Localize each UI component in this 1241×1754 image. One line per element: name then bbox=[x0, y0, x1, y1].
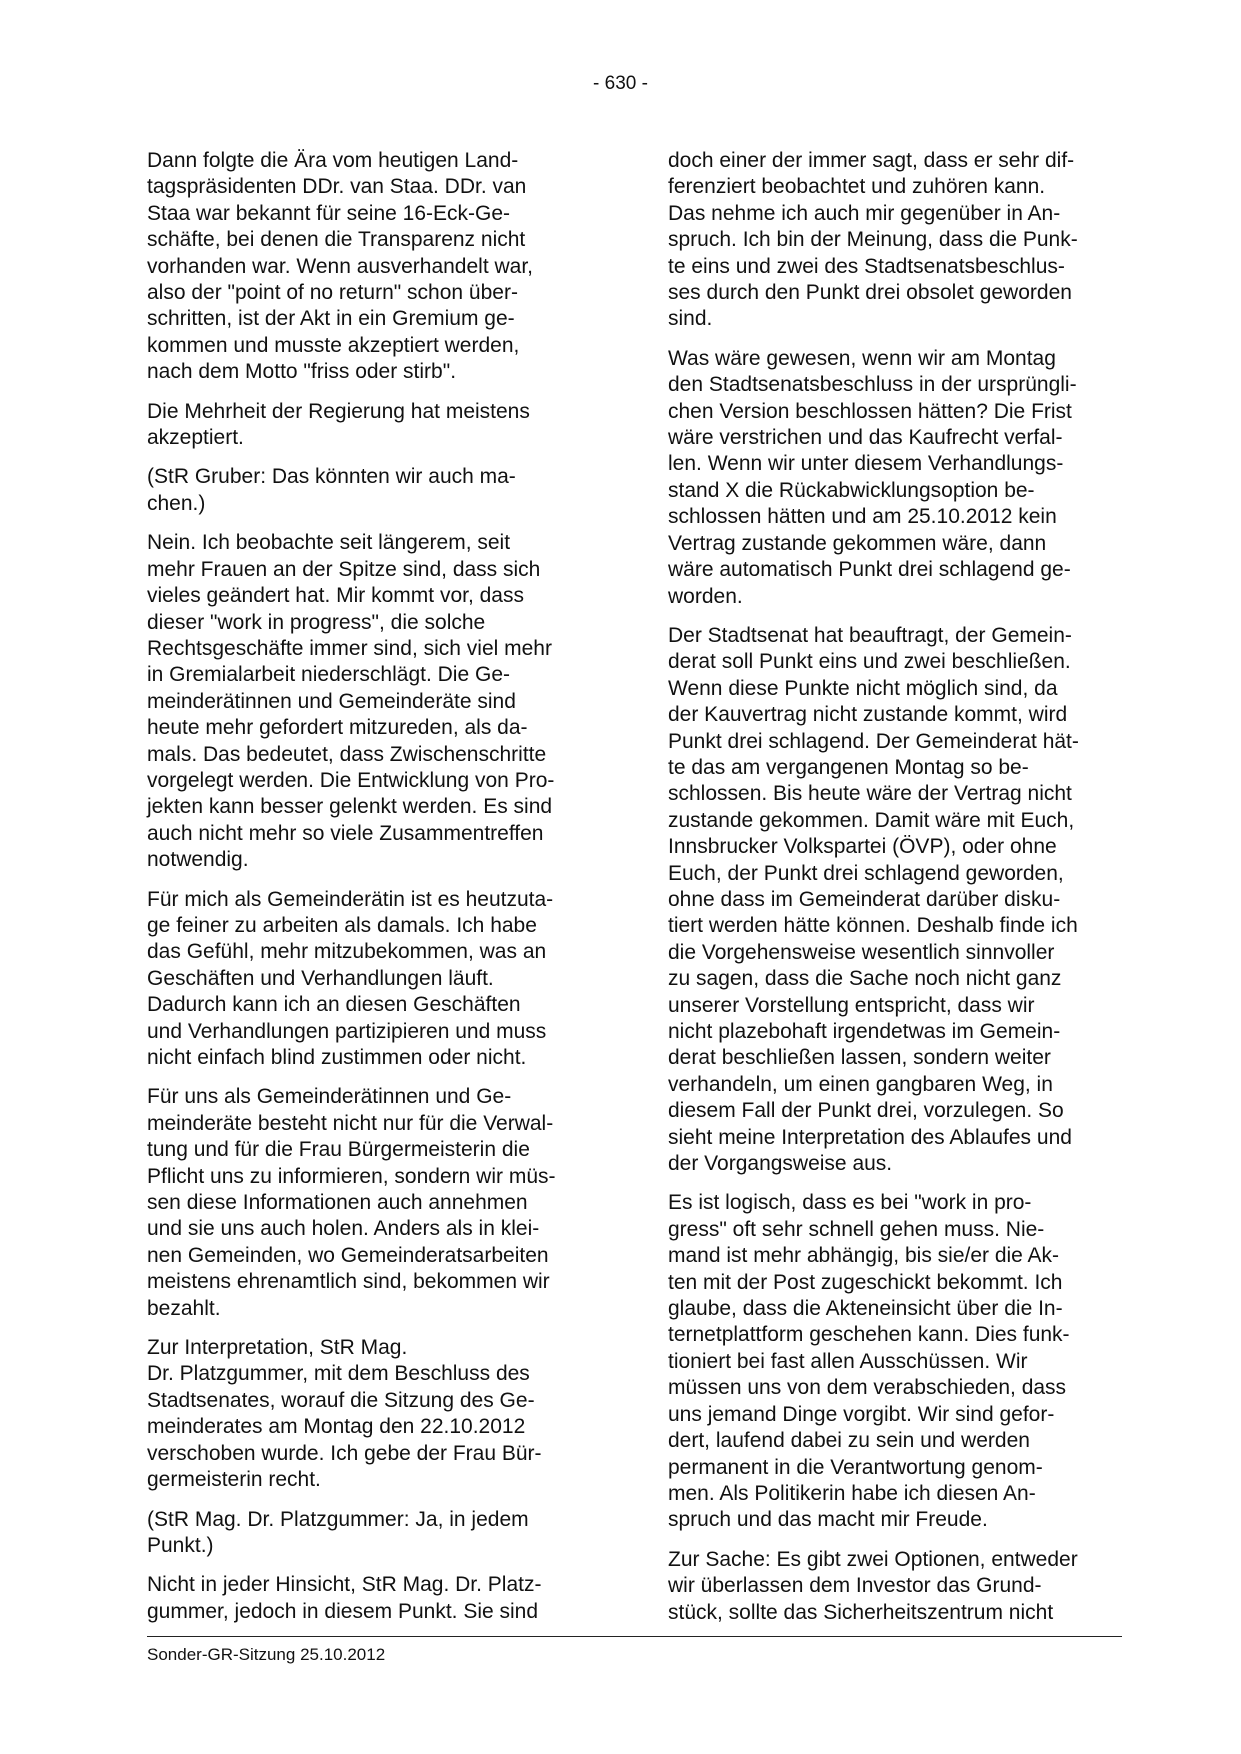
left-column bbox=[147, 148, 592, 1638]
paragraph: (StR Mag. Dr. Platzgummer: Ja, in jedem Punkt.) bbox=[147, 1507, 529, 1557]
paragraph: Nein. Ich beobachte seit längerem, seit mehr Frauen an der Spitze sind, dass sich vieles geändert hat. Mir kommt vor, dass dieser "work in progress", die solche Rechtsgeschäfte immer sind, sich viel mehr in Gremialarbeit niederschlägt. Die Ge- meinderätinnen und Gemeinderäte sind heute mehr gefordert mitzureden, als da- mals. Das bedeutet, dass Zwischenschritte vorgelegt werden. Die Entwicklung von Pro- jekten kann besser gelenkt werden. Es sind auch nicht mehr so viele Zusammentreffen notwendig. bbox=[147, 531, 555, 872]
paragraph: doch einer der immer sagt, dass er sehr dif- ferenziert beobachtet und zuhören kann. Das nehme ich auch mir gegenüber in An- spruch. Ich bin der Meinung, dass die Punk- te eins und zwei des Stadtsenatsbeschlus- ses durch den Punkt drei obsolet geworden sind. bbox=[668, 149, 1078, 331]
paragraph: Für mich als Gemeinderätin ist es heutzuta- ge feiner zu arbeiten als damals. Ich habe das Gefühl, mehr mitzubekommen, was an Geschäften und Verhandlungen läuft. Dadurch kann ich an diesen Geschäften und Verhandlungen partizipieren und muss nicht einfach blind zustimmen oder nicht. bbox=[147, 887, 554, 1069]
right-column bbox=[668, 148, 1113, 1639]
paragraph: Zur Interpretation, StR Mag. Dr. Platzgummer, mit dem Beschluss des Stadtsenates, worauf die Sitzung des Ge- meinderates am Montag den 22.10.2012 verschoben wurde. Ich gebe der Frau Bür- germeisterin recht. bbox=[147, 1336, 542, 1492]
paragraph: Die Mehrheit der Regierung hat meistens akzeptiert. bbox=[147, 399, 530, 450]
paragraph: Für uns als Gemeinderätinnen und Ge- meinderäte besteht nicht nur für die Verwal- tung und für die Frau Bürgermeisterin die Pflicht uns zu informieren, sondern wir müs- sen diese Informationen auch annehmen und sie uns auch holen. Anders als in klei- nen Gemeinden, wo Gemeinderatsarbeiten meistens ehrenamtlich sind, bekommen wir bezahlt. bbox=[147, 1085, 556, 1320]
paragraph: Es ist logisch, dass es bei "work in pro- gress" oft sehr schnell gehen muss. Nie- mand ist mehr abhängig, bis sie/er die Ak- ten mit der Post zugeschickt bekommt. Ich glaube, dass die Akteneinsicht über die In- ternetplattform geschehen kann. Dies funk- tioniert bei fast allen Ausschüssen. Wir müssen uns von dem verabschieden, dass uns jemand Dinge vorgibt. Wir sind gefor- dert, laufend dabei zu sein und werden permanent in die Verantwortung genom- men. Als Politikerin habe ich diesen An- spruch und das macht mir Freude. bbox=[668, 1191, 1070, 1532]
paragraph: Nicht in jeder Hinsicht, StR Mag. Dr. Platz- gummer, jedoch in diesem Punkt. Sie sind bbox=[147, 1573, 542, 1623]
footer-divider bbox=[147, 1636, 1122, 1637]
paragraph: Dann folgte die Ära vom heutigen Land- tagspräsidenten DDr. van Staa. DDr. van Staa war bekannt für seine 16-Eck-Ge- schäfte, bei denen die Transparenz nicht vorhanden war. Wenn ausverhandelt war, also der "point of no return" schon über- schritten, ist der Akt in ein Gremium ge- kommen und musste akzeptiert werden, nach dem Motto "friss oder stirb". bbox=[147, 149, 534, 384]
paragraph: Der Stadtsenat hat beauftragt, der Gemein- derat soll Punkt eins und zwei beschließen. Wenn diese Punkte nicht möglich sind, da der Kauvertrag nicht zustande kommt, wird Punkt drei schlagend. Der Gemeinderat hät- te das am vergangenen Montag so be- schlossen. Bis heute wäre der Vertrag nicht zustande gekommen. Damit wäre mit Euch, Innsbrucker Volkspartei (ÖVP), oder ohne Euch, der Punkt drei schlagend geworden, ohne dass im Gemeinderat darüber disku- tiert werden hätte können. Deshalb finde ich die Vorgehensweise wesentlich sinnvoller zu sagen, dass die Sache noch nicht ganz unserer Vorstellung entspricht, dass wir nicht plazebohaft irgendetwas im Gemein- derat beschließen lassen, sondern weiter verhandeln, um einen gangbaren Weg, in diesem Fall der Punkt drei, vorzulegen. So sieht meine Interpretation des Ablaufes und der Vorgangsweise aus. bbox=[668, 623, 1079, 1176]
page-number: - 630 - bbox=[593, 73, 648, 94]
paragraph: Was wäre gewesen, wenn wir am Montag den Stadtsenatsbeschluss in der ursprüngli- chen Version beschlossen hätten? Die Frist wäre verstrichen und das Kaufrecht verfal- len. Wenn wir unter diesem Verhandlungs- stand X die Rückabwicklungsoption be- schlossen hätten und am 25.10.2012 kein Vertrag zustande gekommen wäre, dann wäre automatisch Punkt drei schlagend ge- worden. bbox=[668, 346, 1077, 608]
paragraph: (StR Gruber: Das könnten wir auch ma- chen.) bbox=[147, 465, 516, 515]
footer-text: Sonder-GR-Sitzung 25.10.2012 bbox=[147, 1645, 386, 1664]
paragraph: Zur Sache: Es gibt zwei Optionen, entweder wir überlassen dem Investor das Grund- stück, sollte das Sicherheitszentrum nicht bbox=[668, 1547, 1078, 1624]
